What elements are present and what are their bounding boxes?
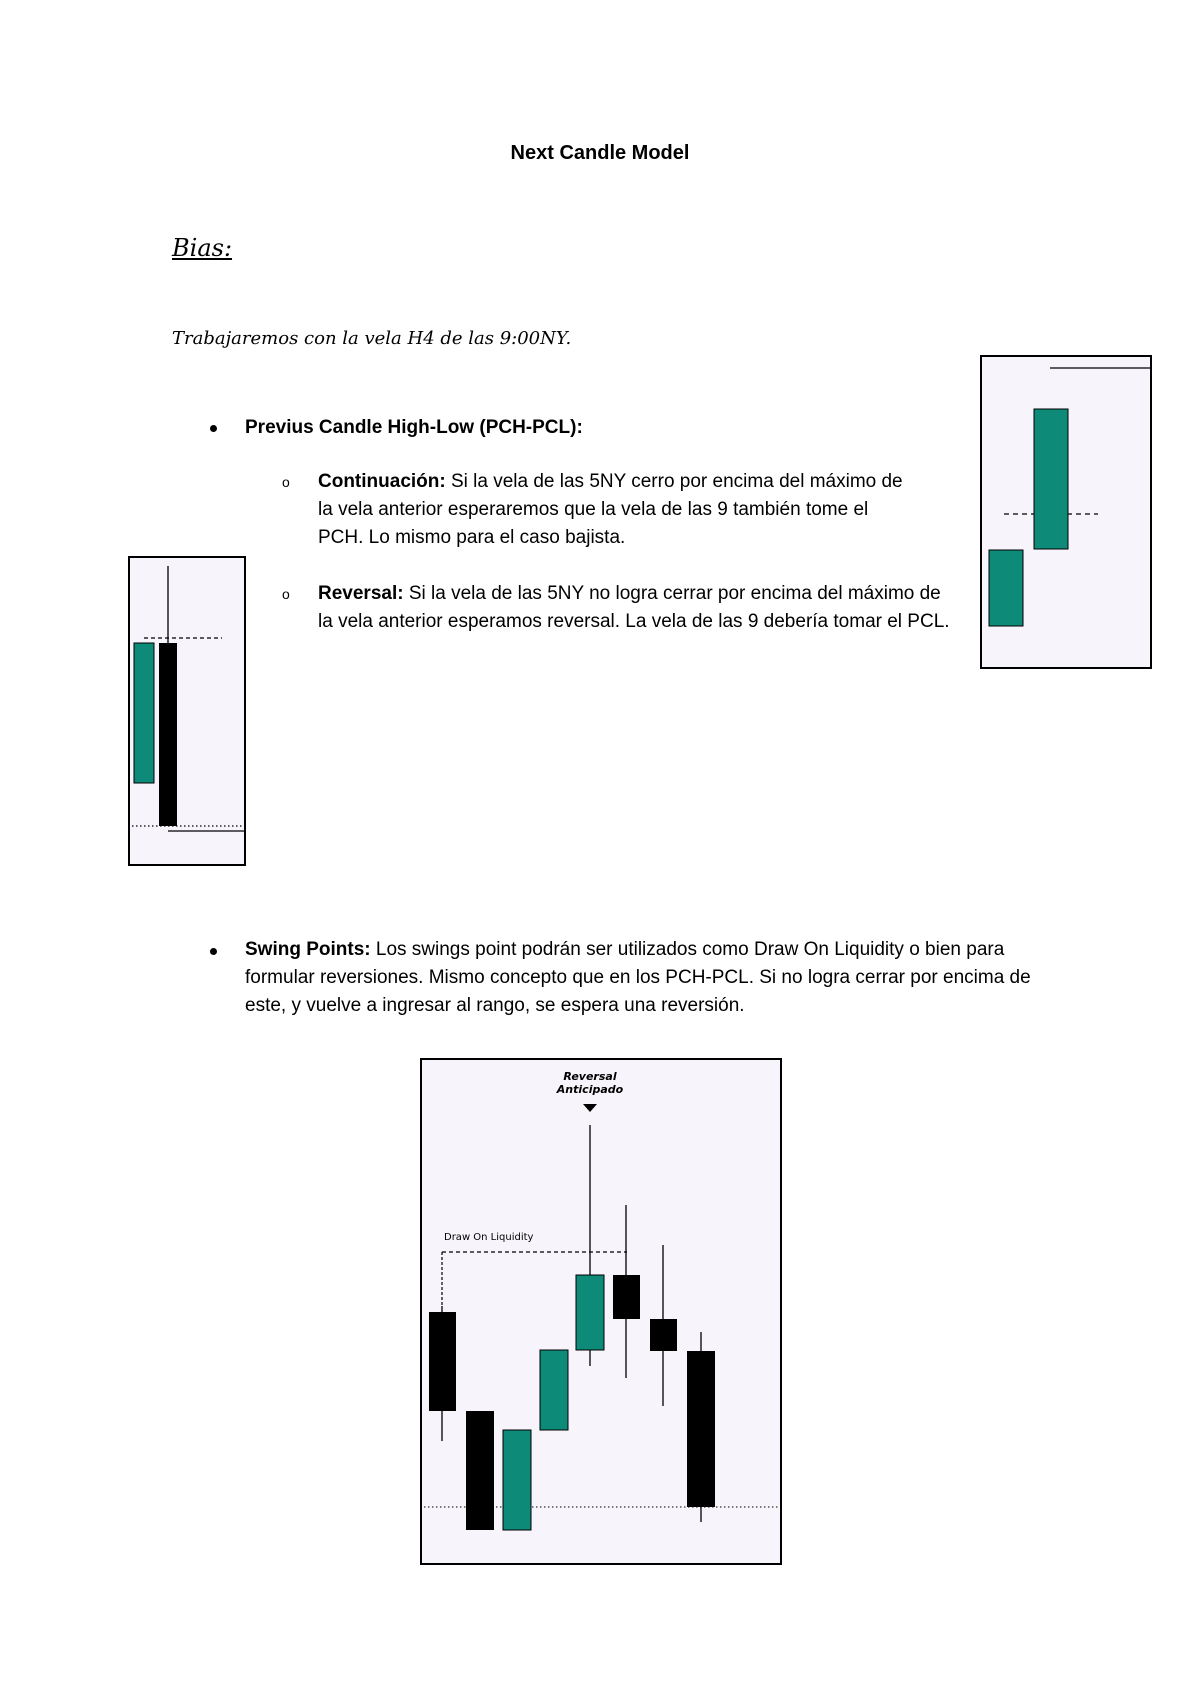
intro-text: Trabajaremos con la vela H4 de las 9:00NY. <box>172 328 572 349</box>
continuacion-paragraph <box>318 468 918 552</box>
sub-bullet-marker: o <box>282 586 290 602</box>
bullet-previous-candle-label: Previus Candle High-Low (PCH-PCL): <box>245 417 583 438</box>
reversal-example-chart <box>128 556 246 866</box>
bullet-marker <box>210 948 217 955</box>
sub-bullet-marker: o <box>282 474 290 490</box>
bias-heading: Bias: <box>172 234 233 262</box>
swing-points-chart-svg <box>422 1060 782 1565</box>
bearish-candle <box>159 643 177 826</box>
continuacion-text: Si la vela de las 5NY cerro por encima del máximo de la vela anterior esperaremos que la vela de las 9 también tome el PCH. Lo mismo para el caso bajista. <box>318 471 903 548</box>
reversal-text: Si la vela de las 5NY no logra cerrar por encima del máximo de la vela anterior esperamos reversal. La vela de las 9 debería tomar el PCL. <box>318 583 950 632</box>
page-title: Next Candle Model <box>510 142 690 164</box>
bullish-candle <box>1034 409 1068 549</box>
draw-on-liquidity-label: Draw On Liquidity <box>444 1232 534 1243</box>
bearish-candle <box>466 1411 494 1530</box>
bullish-candle <box>576 1275 604 1350</box>
arrow-down-icon <box>583 1104 597 1112</box>
reversal-anticipado-label: Anticipado <box>556 1083 624 1096</box>
bullish-candle <box>540 1350 568 1430</box>
bearish-candle <box>650 1319 677 1351</box>
reversal-paragraph <box>318 580 958 636</box>
swing-points-paragraph <box>245 936 1035 1020</box>
bullish-candle <box>503 1430 531 1530</box>
continuation-example-chart <box>980 355 1152 669</box>
bullish-candle <box>134 643 154 783</box>
swing-points-text: Los swings point podrán ser utilizados como Draw On Liquidity o bien para formular reversiones. Mismo concepto que en los PCH-PCL. Si no logra cerrar por encima de este, y vuelve a ingresar al rango, se espera una reversión. <box>245 939 1031 1016</box>
swing-points-chart <box>420 1058 782 1565</box>
bullish-candle <box>989 550 1023 626</box>
reversal-anticipado-label: Reversal <box>563 1070 617 1083</box>
reversal-chart-svg <box>130 558 246 866</box>
bearish-candle <box>613 1275 640 1319</box>
swing-points-label: Swing Points: <box>245 939 371 960</box>
bullet-previous-candle <box>245 414 583 442</box>
continuacion-label: Continuación: <box>318 471 446 492</box>
bullet-marker <box>210 425 217 432</box>
bearish-candle <box>687 1351 715 1507</box>
reversal-label: Reversal: <box>318 583 404 604</box>
bearish-candle <box>429 1312 456 1411</box>
continuation-chart-svg <box>982 357 1152 669</box>
